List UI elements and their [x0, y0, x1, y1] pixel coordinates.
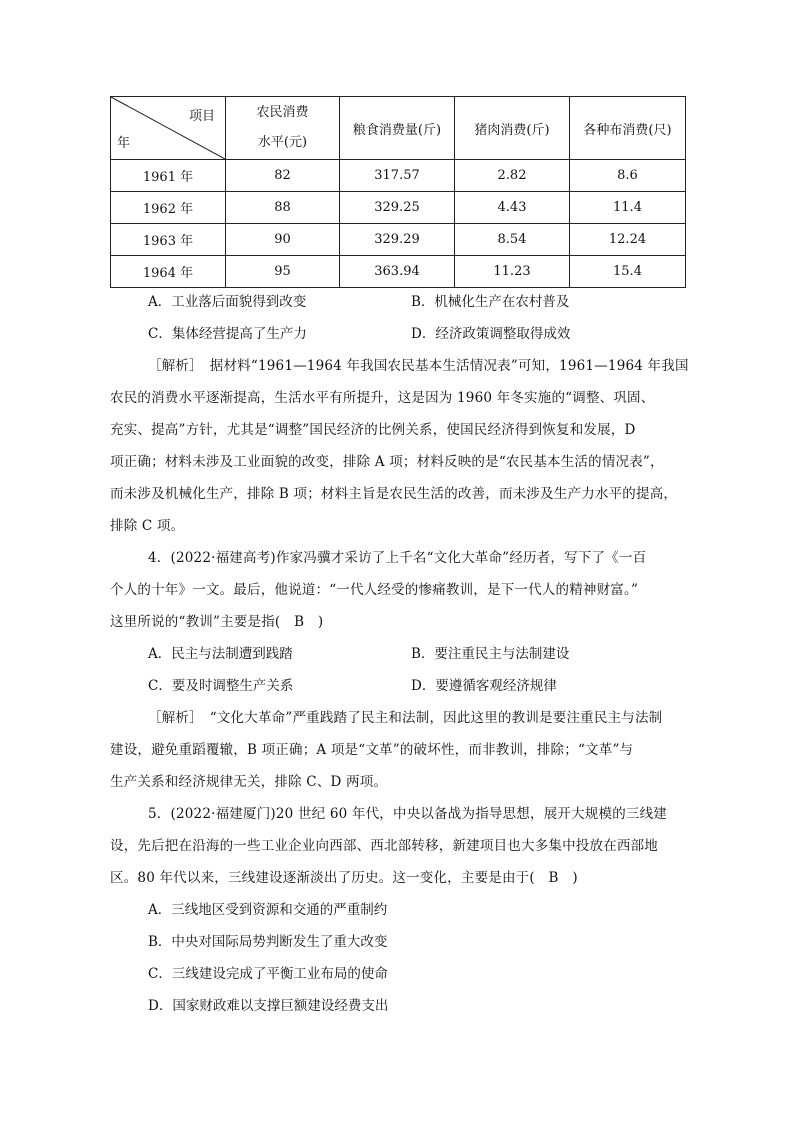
col-header-pork: 猪肉消费(斤): [455, 97, 570, 160]
table-row: [111, 192, 686, 224]
cell-value: 4.43: [455, 192, 570, 224]
q3-analysis-line: ［解析］ 据材料“1961—1964 年我国农民基本生活情况表”可知，1961—1964 年我国: [148, 358, 689, 374]
q4-analysis-line: ［解析］ “文化大革命”严重践踏了民主和法制，因此这里的教训是要注重民主与法制: [148, 710, 663, 726]
q5-option-c: C．三线建设完成了平衡工业布局的使命: [148, 966, 388, 982]
corner-item-label: 项目: [188, 109, 215, 124]
q5-option-d: D．国家财政难以支撑巨额建设经费支出: [148, 998, 389, 1014]
q5-option-b: B．中央对国际局势判断发生了重大改变: [148, 934, 388, 950]
row-year: 1963 年: [111, 224, 226, 256]
table-corner-cell: [111, 97, 226, 160]
q3-option-c: C．集体经营提高了生产力: [148, 326, 307, 342]
col-header-consumption-level: [226, 97, 340, 160]
cell-value: 8.54: [455, 224, 570, 256]
cell-value: 95: [226, 256, 340, 288]
cell-value: 329.29: [340, 224, 455, 256]
q5-stem-line: 区。80 年代以来，三线建设逐渐淡出了历史。这一变化，主要是由于( B ): [110, 870, 578, 886]
table-row: [111, 160, 686, 192]
cell-value: 2.82: [455, 160, 570, 192]
cell-value: 15.4: [570, 256, 686, 288]
cell-value: 88: [226, 192, 340, 224]
q3-analysis-line: 充实、提高”方针，尤其是“调整”国民经济的比例关系，使国民经济得到恢复和发展，D: [110, 422, 636, 438]
q4-option-d: D．要遵循客观经济规律: [411, 678, 557, 694]
col-header-line2: 水平(元): [257, 135, 308, 150]
cell-value: 12.24: [570, 224, 686, 256]
col-header-line1: 农民消费: [256, 105, 309, 120]
q3-option-a: A．工业落后面貌得到改变: [148, 294, 307, 310]
q4-analysis-line: 建设，避免重蹈覆辙，B 项正确；A 项是“文革”的破坏性，而非教训，排除；“文革”与: [110, 742, 634, 758]
q5-stem-line: 5．(2022·福建厦门)20 世纪 60 年代，中央以备战为指导思想，展开大规模的三线建: [148, 806, 667, 822]
q3-analysis-line: 而未涉及机械化生产，排除 B 项；材料主旨是农民生活的改善，而未涉及生产力水平的提高，: [110, 486, 678, 502]
cell-value: 329.25: [340, 192, 455, 224]
cell-value: 11.4: [570, 192, 686, 224]
table-row: [111, 224, 686, 256]
q5-stem-line: 设，先后把在沿海的一些工业企业向西部、西北部转移，新建项目也大多集中投放在西部地: [110, 838, 658, 854]
q5-option-a: A．三线地区受到资源和交通的严重制约: [148, 902, 388, 918]
q4-analysis-line: 生产关系和经济规律无关，排除 C、D 两项。: [110, 774, 388, 790]
q3-analysis-line: 农民的消费水平逐渐提高，生活水平有所提升，这是因为 1960 年冬实施的“调整、巩固、: [110, 390, 655, 406]
cell-value: 8.6: [570, 160, 686, 192]
cell-value: 363.94: [340, 256, 455, 288]
col-header-grain: 粮食消费量(斤): [340, 97, 455, 160]
cell-value: 82: [226, 160, 340, 192]
table-row: [111, 256, 686, 288]
q4-stem-line: 这里所说的“教训”主要是指( B ): [110, 614, 324, 630]
corner-year-label: 年: [117, 136, 131, 151]
row-year: 1962 年: [111, 192, 226, 224]
q4-stem-line: 个人的十年》一文。最后，他说道：“一代人经受的惨痛教训，是下一代人的精神财富。”: [110, 582, 639, 598]
row-year: 1961 年: [111, 160, 226, 192]
cell-value: 90: [226, 224, 340, 256]
consumption-table: [110, 96, 686, 288]
col-header-cloth: 各种布消费(尺): [570, 97, 686, 160]
q3-option-b: B．机械化生产在农村普及: [411, 294, 570, 310]
q4-option-c: C．要及时调整生产关系: [148, 678, 294, 694]
q3-option-d: D．经济政策调整取得成效: [411, 326, 571, 342]
q3-analysis-line: 项正确；材料未涉及工业面貌的改变，排除 A 项；材料反映的是“农民基本生活的情况表”，: [110, 454, 664, 470]
q3-analysis-line: 排除 C 项。: [110, 518, 185, 534]
q4-stem-line: 4．(2022·福建高考)作家冯骥才采访了上千名“文化大革命”经历者，写下了《一百: [148, 550, 647, 566]
cell-value: 317.57: [340, 160, 455, 192]
row-year: 1964 年: [111, 256, 226, 288]
q4-option-a: A．民主与法制遭到践踏: [148, 646, 293, 662]
table-header-row: [111, 97, 686, 160]
cell-value: 11.23: [455, 256, 570, 288]
q4-option-b: B．要注重民主与法制建设: [411, 646, 570, 662]
